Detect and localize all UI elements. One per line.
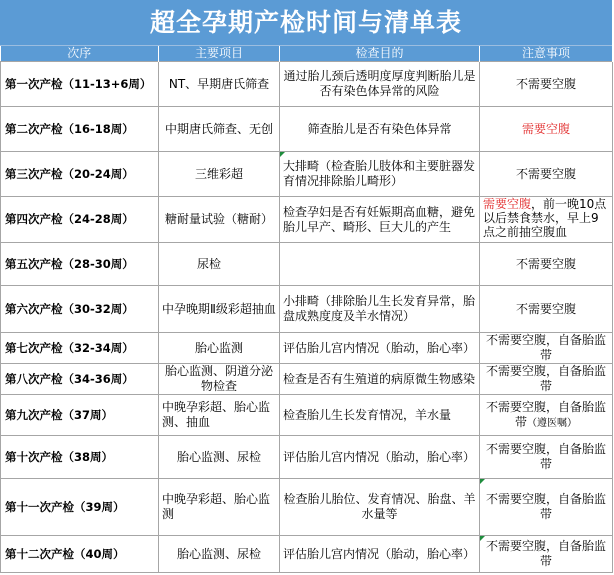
table-row xyxy=(1,62,613,107)
purpose-cell[interactable]: 检查胎儿生长发育情况，羊水量 xyxy=(280,395,480,436)
visit-cell[interactable]: 第三次产检（20-24周） xyxy=(1,152,159,197)
purpose-cell[interactable] xyxy=(280,243,480,286)
visit-cell[interactable]: 第十二次产检（40周） xyxy=(1,536,159,573)
note-cell[interactable]: 不需要空腹，自备胎监带 xyxy=(480,436,613,479)
note-cell[interactable]: 不需要空腹 xyxy=(480,62,613,107)
note-small-text: （遵医嘱） xyxy=(527,417,577,429)
purpose-cell[interactable]: 评估胎儿宫内情况（胎动，胎心率） xyxy=(280,436,480,479)
purpose-cell[interactable]: 评估胎儿宫内情况（胎动，胎心率） xyxy=(280,536,480,573)
purpose-cell[interactable]: 检查是否有生殖道的病原微生物感染 xyxy=(280,364,480,395)
table-row xyxy=(1,536,613,573)
visit-cell[interactable]: 第十一次产检（39周） xyxy=(1,479,159,536)
comment-marker-icon xyxy=(480,536,485,541)
table-row xyxy=(1,107,613,152)
table-row xyxy=(1,243,613,286)
header-items: 主要项目 xyxy=(159,46,280,62)
note-text: 不需要空腹，自备胎监带 xyxy=(485,399,606,429)
header-notes: 注意事项 xyxy=(480,46,613,62)
table-row xyxy=(1,436,613,479)
table-row xyxy=(1,364,613,395)
header-row xyxy=(1,46,613,62)
items-cell[interactable]: 胎心监测、阴道分泌物检查 xyxy=(159,364,280,395)
note-cell[interactable]: 不需要空腹 xyxy=(480,243,613,286)
visit-cell[interactable]: 第八次产检（34-36周） xyxy=(1,364,159,395)
items-cell[interactable]: 中期唐氏筛查、无创 xyxy=(159,107,280,152)
sheet-title: 超全孕期产检时间与清单表 xyxy=(0,0,612,46)
items-cell[interactable]: NT、早期唐氏筛查 xyxy=(159,62,280,107)
items-cell[interactable]: 尿检 xyxy=(159,243,280,286)
note-text: 不需要空腹，自备胎监带 xyxy=(485,492,606,521)
visit-cell[interactable]: 第六次产检（30-32周） xyxy=(1,286,159,333)
comment-marker-icon xyxy=(280,152,285,157)
table-row xyxy=(1,197,613,243)
note-cell[interactable] xyxy=(480,197,613,243)
comment-marker-icon xyxy=(480,479,485,484)
note-cell[interactable]: 不需要空腹，自备胎监带 xyxy=(480,364,613,395)
items-cell[interactable]: 中晚孕彩超、胎心监测、抽血 xyxy=(159,395,280,436)
items-cell[interactable]: 糖耐量试验（糖耐） xyxy=(159,197,280,243)
header-purpose: 检查目的 xyxy=(280,46,480,62)
table-row xyxy=(1,286,613,333)
items-cell[interactable]: 三维彩超 xyxy=(159,152,280,197)
visit-cell[interactable]: 第二次产检（16-18周） xyxy=(1,107,159,152)
purpose-cell[interactable] xyxy=(280,152,480,197)
table-row xyxy=(1,152,613,197)
table-row xyxy=(1,479,613,536)
items-cell[interactable]: 中孕晚期Ⅱ级彩超抽血 xyxy=(159,286,280,333)
note-text: ，前一晚10点以后禁食禁水，早上9点之前抽空腹血 xyxy=(483,197,607,239)
visit-cell[interactable]: 第九次产检（37周） xyxy=(1,395,159,436)
table-row xyxy=(1,395,613,436)
note-cell[interactable]: 不需要空腹 xyxy=(480,286,613,333)
note-cell[interactable] xyxy=(480,479,613,536)
note-cell[interactable] xyxy=(480,395,613,436)
visit-cell[interactable]: 第四次产检（24-28周） xyxy=(1,197,159,243)
purpose-cell[interactable]: 筛查胎儿是否有染色体异常 xyxy=(280,107,480,152)
purpose-cell[interactable]: 检查孕妇是否有妊娠期高血糖，避免胎儿早产、畸形、巨大儿的产生 xyxy=(280,197,480,243)
visit-cell[interactable]: 第七次产检（32-34周） xyxy=(1,333,159,364)
purpose-cell[interactable]: 小排畸（排除胎儿生长发育异常，胎盘成熟度度及羊水情况） xyxy=(280,286,480,333)
purpose-cell[interactable]: 通过胎儿颈后透明度厚度判断胎儿是否有染色体异常的风险 xyxy=(280,62,480,107)
visit-cell[interactable]: 第一次产检（11-13+6周） xyxy=(1,62,159,107)
note-cell-alert[interactable]: 需要空腹 xyxy=(480,107,613,152)
purpose-cell[interactable]: 检查胎儿胎位、发育情况、胎盘、羊水量等 xyxy=(280,479,480,536)
items-cell[interactable]: 胎心监测 xyxy=(159,333,280,364)
note-alert-text: 需要空腹 xyxy=(483,197,532,211)
items-cell[interactable]: 胎心监测、尿检 xyxy=(159,536,280,573)
purpose-text: 大排畸（检查胎儿肢体和主要脏器发育情况排除胎儿畸形） xyxy=(283,159,476,188)
visit-cell[interactable]: 第五次产检（28-30周） xyxy=(1,243,159,286)
table-row xyxy=(1,333,613,364)
note-cell[interactable]: 不需要空腹 xyxy=(480,152,613,197)
note-cell[interactable] xyxy=(480,536,613,573)
header-visit: 次序 xyxy=(1,46,159,62)
note-text: 不需要空腹，自备胎监带 xyxy=(485,539,606,568)
items-cell[interactable]: 中晚孕彩超、胎心监测 xyxy=(159,479,280,536)
items-cell[interactable]: 胎心监测、尿检 xyxy=(159,436,280,479)
checkup-table xyxy=(0,46,613,573)
visit-cell[interactable]: 第十次产检（38周） xyxy=(1,436,159,479)
note-cell[interactable]: 不需要空腹，自备胎监带 xyxy=(480,333,613,364)
purpose-cell[interactable]: 评估胎儿宫内情况（胎动，胎心率） xyxy=(280,333,480,364)
